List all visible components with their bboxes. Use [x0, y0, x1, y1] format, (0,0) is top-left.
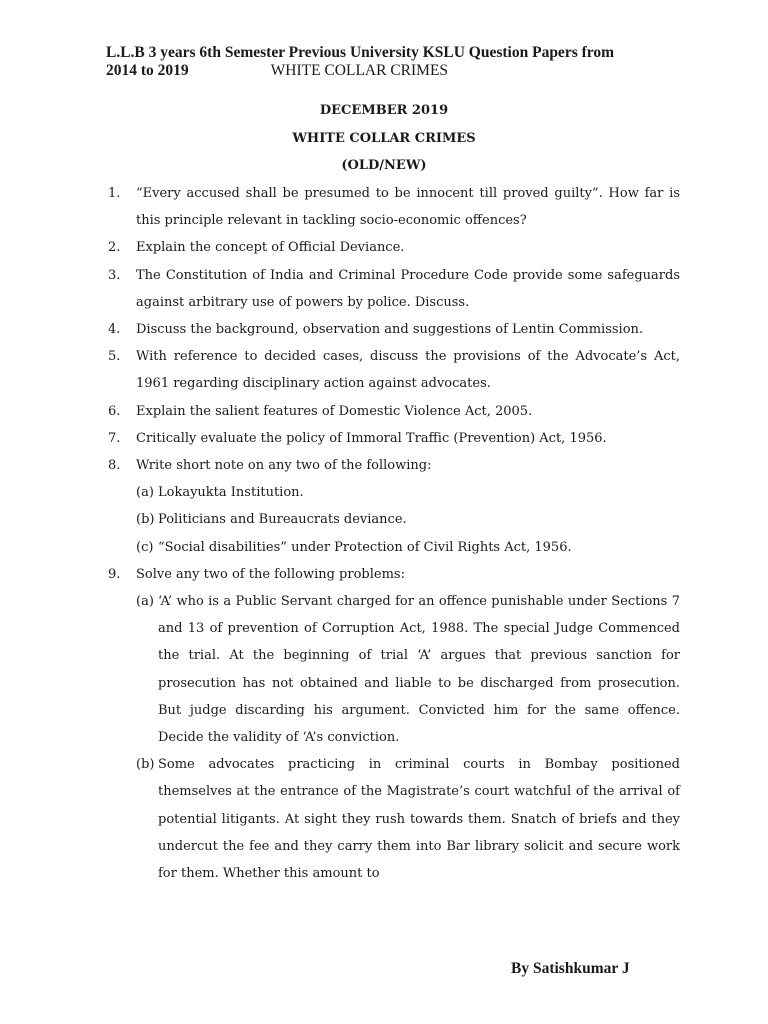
sub-question-text: Politicians and Bureaucrats deviance.: [158, 512, 407, 528]
question-text: Discuss the background, observation and suggestions of Lentin Commission.: [136, 322, 644, 338]
question-content: [136, 452, 680, 561]
sub-question: [136, 479, 680, 506]
subject-title: WHITE COLLAR CRIMES: [292, 131, 476, 146]
question-text: With reference to decided cases, discuss the provisions of the Advocate’s Act, 1961 regarding disciplinary action against advocates.: [136, 349, 680, 392]
sub-question: [136, 506, 680, 533]
sub-question-label: (b): [136, 757, 155, 773]
sub-question-text: ‘A’ who is a Public Servant charged for an offence punishable under Sections 7 and 13 of prevention of Corruption Act, 1988. The special Judge Commenced the trial. At the beginning of trial ‘A’ argues that previous sanction for prosecution has not obtained and liable to be discharged from prosecution. But judge discarding his argument. Convicted him for the same offence. Decide the validity of ‘A’s conviction.: [158, 594, 680, 746]
exam-session-title: DECEMBER 2019: [319, 103, 449, 118]
question-number: 1.: [108, 186, 121, 201]
question-item: [108, 452, 680, 561]
header-years: 2014 to 2019: [106, 62, 189, 79]
sub-question-label: (a): [136, 594, 154, 610]
question-item: [108, 262, 680, 316]
question-item: [108, 425, 680, 452]
question-text: Write short note on any two of the following:: [136, 458, 432, 474]
sub-question-label: (c): [136, 539, 154, 555]
question-number: 6.: [108, 403, 121, 419]
sub-question-label: (a): [136, 485, 154, 501]
question-number: 5.: [108, 349, 121, 365]
question-content: [136, 561, 680, 887]
question-list: [108, 180, 680, 887]
sub-question-text: “Social disabilities” under Protection of Civil Rights Act, 1956.: [158, 539, 572, 555]
question-item: [108, 561, 680, 887]
question-item: [108, 398, 680, 425]
question-text: “Every accused shall be presumed to be innocent till proved guilty”. How far is this principle relevant in tackling socio-economic offences?: [136, 186, 680, 229]
question-item: [108, 234, 680, 261]
sub-question-label: (b): [136, 512, 155, 528]
question-item: [108, 316, 680, 343]
question-number: 9.: [108, 566, 121, 582]
header-subject: WHITE COLLAR CRIMES: [270, 62, 449, 79]
sub-question-list: [136, 588, 680, 887]
question-text: Explain the salient features of Domestic Violence Act, 2005.: [136, 403, 533, 419]
question-item: [108, 343, 680, 397]
author-credit: By Satishkumar J: [511, 960, 630, 977]
question-number: 2.: [108, 240, 121, 256]
sub-question: [136, 588, 680, 751]
question-number: 7.: [108, 430, 121, 446]
sub-question-text: Some advocates practicing in criminal courts in Bombay positioned themselves at the entrance of the Magistrate’s court watchful of the arrival of potential litigants. At sight they rush towards them. Snatch of briefs and they undercut the fee and they carry them into Bar library solicit and secure work for them. Whether this amount to: [158, 757, 680, 882]
document-header: [106, 44, 706, 80]
question-number: 8.: [108, 458, 121, 474]
question-text: Critically evaluate the policy of Immoral Traffic (Prevention) Act, 1956.: [136, 430, 607, 446]
question-text: The Constitution of India and Criminal Procedure Code provide some safeguards against arbitrary use of powers by police. Discuss.: [136, 267, 680, 310]
question-item: [108, 180, 680, 234]
question-text: Solve any two of the following problems:: [136, 566, 405, 582]
question-text: Explain the concept of Official Deviance.: [136, 240, 405, 256]
question-body: [108, 180, 680, 887]
sub-question-text: Lokayukta Institution.: [158, 485, 304, 501]
header-line-1: L.L.B 3 years 6th Semester Previous University KSLU Question Papers from: [106, 44, 615, 61]
header-line-2: [106, 62, 706, 80]
question-number: 4.: [108, 322, 121, 338]
sub-question: [136, 751, 680, 887]
sub-question-list: [136, 479, 680, 561]
scheme-title: (OLD/NEW): [341, 158, 427, 173]
question-number: 3.: [108, 267, 121, 283]
sub-question: [136, 534, 680, 561]
